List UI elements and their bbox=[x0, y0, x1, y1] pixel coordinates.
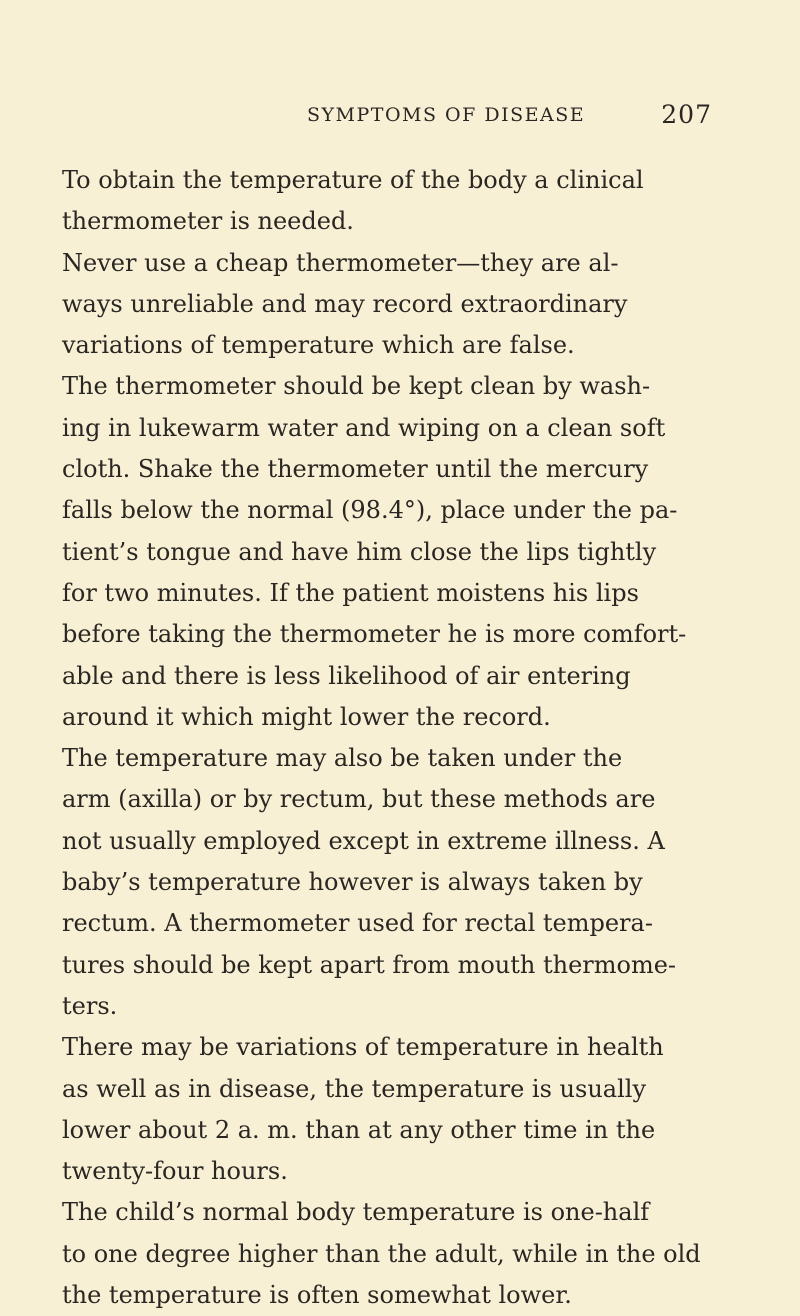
text-line: The temperature may also be taken under the bbox=[62, 744, 623, 773]
text-line: arm (axilla) or by rectum, but these methods are bbox=[62, 785, 656, 814]
page-header bbox=[62, 102, 712, 134]
text-line: around it which might lower the record. bbox=[62, 702, 551, 731]
text-line: The thermometer should be kept clean by wash- bbox=[62, 372, 651, 401]
text-line: before taking the thermometer he is more comfort- bbox=[62, 620, 687, 649]
running-title: SYMPTOMS OF DISEASE bbox=[307, 104, 586, 126]
text-line: for two minutes. If the patient moistens his lips bbox=[62, 578, 639, 607]
text-line: cloth. Shake the thermometer until the mercury bbox=[62, 455, 649, 484]
body-text bbox=[62, 160, 712, 1316]
text-line: twenty-four hours. bbox=[62, 1157, 288, 1186]
text-line: falls below the normal (98.4°), place under the pa- bbox=[62, 496, 678, 525]
text-line: not usually employed except in extreme illness. A bbox=[62, 826, 665, 855]
text-line: variations of temperature which are false. bbox=[62, 331, 575, 360]
text-line: as well as in disease, the temperature is usually bbox=[62, 1074, 647, 1103]
text-line: To obtain the temperature of the body a clinical bbox=[62, 166, 644, 194]
text-line: ways unreliable and may record extraordinary bbox=[62, 289, 628, 318]
text-line: rectum. A thermometer used for rectal tempera- bbox=[62, 909, 653, 938]
text-line: baby’s temperature however is always taken by bbox=[62, 868, 643, 897]
text-line: The child’s normal body temperature is one-half bbox=[62, 1198, 650, 1227]
text-line: ing in lukewarm water and wiping on a clean soft bbox=[62, 413, 666, 442]
text-line: tient’s tongue and have him close the lips tightly bbox=[62, 537, 657, 566]
text-line: able and there is less likelihood of air entering bbox=[62, 661, 631, 690]
text-line: Never use a cheap thermometer—they are al- bbox=[62, 248, 619, 277]
text-line: There may be variations of temperature in health bbox=[62, 1033, 664, 1062]
text-line: ters. bbox=[62, 991, 118, 1020]
text-line: the temperature is often somewhat lower. bbox=[62, 1281, 572, 1310]
page-number: 207 bbox=[661, 100, 712, 129]
text-line: to one degree higher than the adult, while in the old bbox=[62, 1239, 701, 1268]
text-line: tures should be kept apart from mouth thermome- bbox=[62, 950, 677, 979]
text-line: thermometer is needed. bbox=[62, 207, 354, 236]
text-line: lower about 2 a. m. than at any other time in the bbox=[62, 1115, 656, 1144]
